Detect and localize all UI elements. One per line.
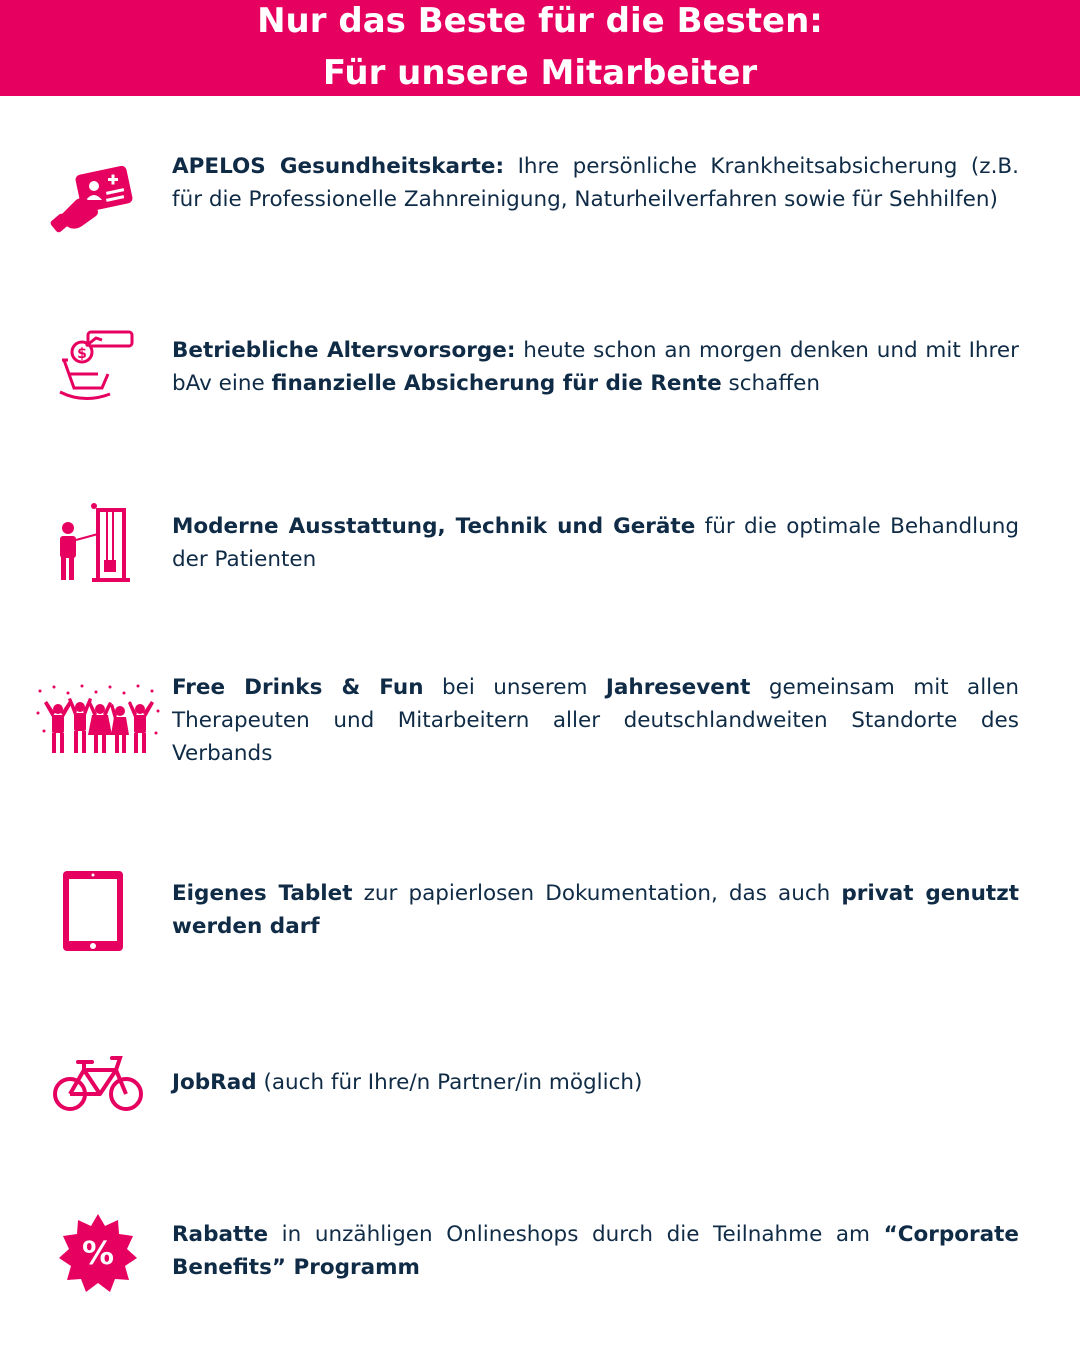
benefit-part: Free Drinks & Fun — [172, 675, 424, 700]
health-card-icon — [50, 166, 146, 236]
benefit-part: zur papierlosen Dokumentation, das auch — [352, 881, 842, 906]
benefit-text — [172, 1066, 1019, 1099]
page-title-line-1: Nur das Beste für die Besten: — [257, 1, 823, 41]
svg-text:$: $ — [77, 346, 87, 362]
page-title-line-2: Für unsere Mitarbeiter — [322, 53, 758, 93]
tablet-icon — [61, 869, 157, 953]
benefit-part: Betriebliche Altersvorsorge: — [172, 338, 516, 363]
benefit-part: heute schon an morgen denken und mit Ihrer bAv eine — [172, 338, 1019, 396]
benefit-part: Jahresevent — [605, 675, 751, 700]
page-header — [0, 0, 1080, 96]
benefit-part: in unzähligen Onlineshops durch die Teilnahme am — [268, 1222, 884, 1247]
benefit-part: Rabatte — [172, 1222, 269, 1247]
benefit-text — [172, 150, 1019, 216]
benefit-part: finanzielle Absicherung für die Rente — [271, 371, 722, 396]
discount-percent-icon — [58, 1212, 154, 1292]
benefit-part: Ihre persönliche Krankheitsabsicherung (z.B. für die Professionelle Zahnreinigung, Naturheilverfahren sowie für Sehhilfen) — [172, 154, 1019, 212]
benefit-text — [172, 877, 1019, 943]
benefit-part: “Corporate Benefits” Programm — [172, 1222, 1019, 1280]
benefit-part: Eigenes Tablet — [172, 881, 353, 906]
benefit-part: bei unserem — [423, 675, 606, 700]
benefit-part: schaffen — [721, 371, 820, 396]
bicycle-icon — [52, 1052, 148, 1114]
svg-text:%: % — [81, 1234, 115, 1272]
benefit-part: gemeinsam mit allen Therapeuten und Mitarbeitern aller deutschlandweiten Standorte des Verbands — [172, 675, 1020, 766]
benefit-part: JobRad — [172, 1070, 257, 1095]
benefit-part: (auch für Ihre/n Partner/in möglich) — [256, 1070, 643, 1095]
pension-rocking-chair-icon — [58, 330, 154, 406]
benefit-text — [172, 671, 1019, 770]
benefit-text — [172, 334, 1019, 400]
benefit-part: Moderne Ausstattung, Technik und Geräte — [172, 514, 696, 539]
training-equipment-icon — [54, 502, 150, 586]
benefit-part: privat genutzt werden darf — [172, 881, 1019, 939]
benefit-text — [172, 510, 1019, 576]
party-people-icon — [34, 683, 164, 759]
benefit-part: für die optimale Behandlung der Patienten — [172, 514, 1019, 572]
benefit-text — [172, 1218, 1019, 1284]
benefit-part: APELOS Gesundheitskarte: — [172, 154, 505, 179]
